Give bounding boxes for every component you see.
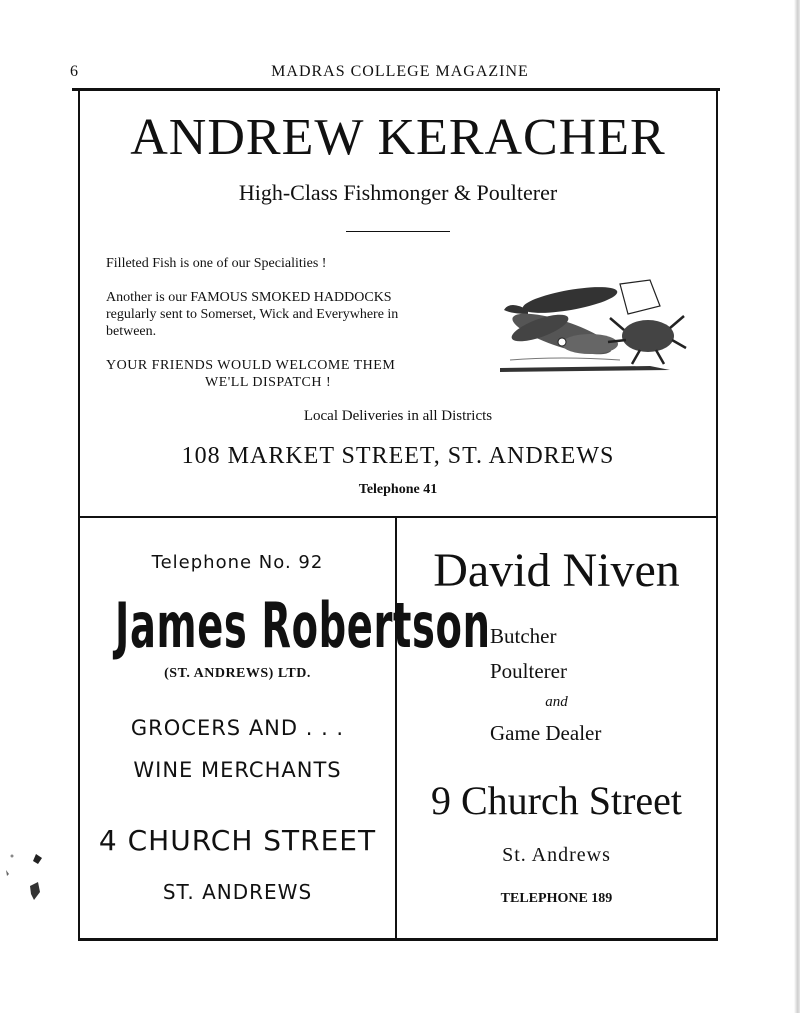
short-divider (346, 231, 450, 232)
friends-line: YOUR FRIENDS WOULD WELCOME THEM (106, 358, 396, 373)
shop-town: ST. ANDREWS (162, 880, 313, 904)
fish-and-crab-illustration (500, 270, 690, 378)
shop-address: 9 Church Street (430, 778, 683, 823)
frame-left-rule (78, 88, 80, 940)
frame-right-rule (716, 88, 718, 940)
frame-bottom-rule (78, 938, 718, 941)
margin-specks (0, 840, 60, 920)
speciality-line: Filleted Fish is one of our Specialities ! (106, 256, 327, 271)
frame-top-rule (72, 88, 720, 91)
advertiser-name: James Robertson (115, 589, 491, 662)
trade-line-1: Butcher (490, 624, 557, 648)
haddock-line-2: regularly sent to Somerset, Wick and Everywhere in (106, 307, 399, 322)
shop-town: St. Andrews (502, 844, 611, 866)
advertiser-name-wrap (40, 589, 491, 662)
haddock-line-3: between. (106, 324, 157, 339)
telephone-line: TELEPHONE 189 (500, 891, 613, 906)
telephone-line: Telephone 41 (358, 482, 438, 497)
business-subtitle: High-Class Fishmonger & Poulterer (238, 180, 558, 205)
frame-middle-rule (78, 516, 718, 518)
trade-line-2: Poulterer (490, 659, 567, 683)
haddock-line-1: Another is our FAMOUS SMOKED HADDOCKS (106, 290, 392, 305)
company-line: (ST. ANDREWS) LTD. (164, 666, 311, 681)
advertiser-name: ANDREW KERACHER (130, 109, 666, 166)
running-title: MADRAS COLLEGE MAGAZINE (271, 63, 529, 80)
trade-line-2: WINE MERCHANTS (133, 758, 342, 782)
advertiser-name: David Niven (433, 544, 680, 597)
trade-line-1: GROCERS AND . . . (130, 716, 345, 740)
shop-address: 108 MARKET STREET, ST. ANDREWS (181, 443, 615, 469)
telephone-line: Telephone No. 92 (151, 552, 324, 573)
dispatch-line: WE'LL DISPATCH ! (205, 375, 332, 390)
shop-address: 4 CHURCH STREET (98, 824, 377, 857)
page-edge-shadow (794, 0, 800, 1013)
trade-line-3: Game Dealer (490, 721, 602, 745)
conjunction: and (545, 694, 568, 710)
deliveries-line: Local Deliveries in all Districts (303, 408, 493, 424)
page-number: 6 (70, 63, 78, 80)
